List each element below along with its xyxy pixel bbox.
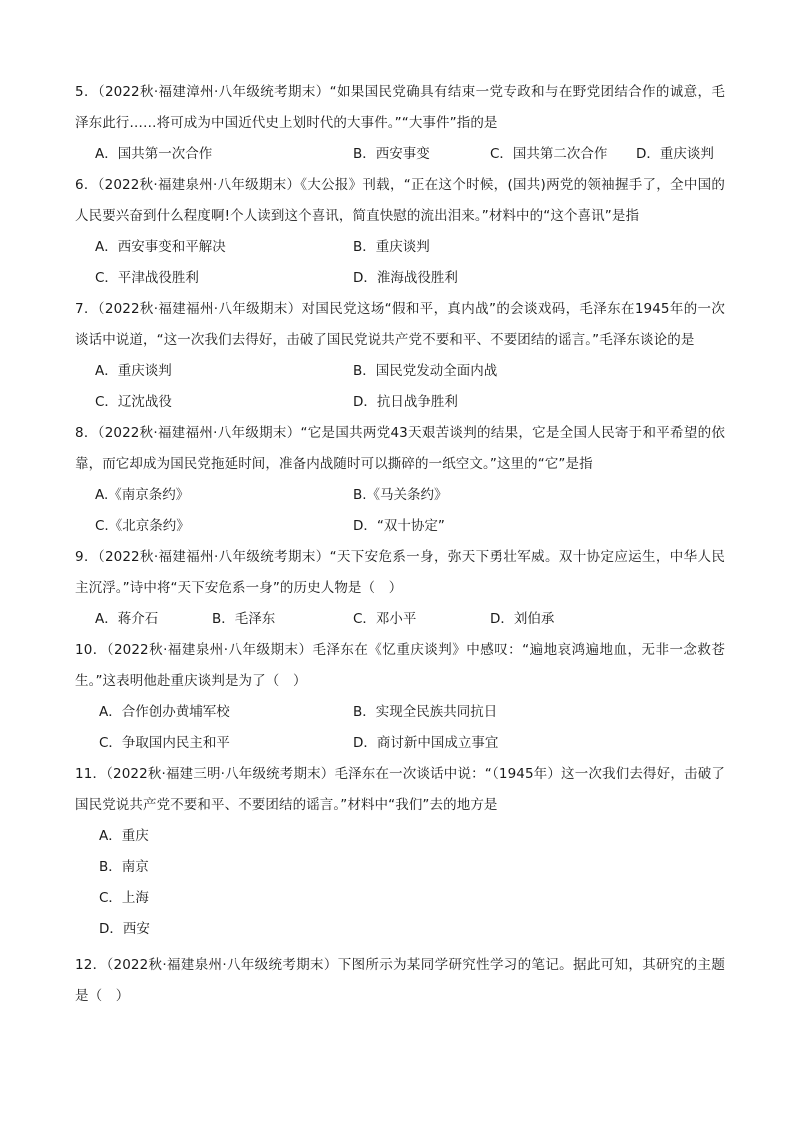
question-10 (75, 635, 725, 759)
options-row (75, 697, 725, 728)
question-stem: 9．（2022秋·福建福州·八年级统考期末）“天下安危系一身，弥天下勇壮军威。双十协定应运生，中华人民主沉浮。”诗中将“天下安危系一身”的历史人物是（ ） (75, 549, 725, 596)
option-d: D．“双十协定” (353, 518, 445, 534)
options-row (75, 883, 725, 914)
option-a: A．重庆 (99, 828, 149, 844)
option-c: C．国共第二次合作 (490, 146, 608, 162)
options-row (75, 852, 725, 883)
option-b: B．实现全民族共同抗日 (353, 704, 498, 720)
option-d: D．商讨新中国成立事宜 (353, 735, 499, 751)
option-c: C．邓小平 (353, 611, 417, 627)
option-c: C．平津战役胜利 (95, 270, 199, 286)
option-b: B．南京 (99, 859, 149, 875)
options-row (75, 728, 725, 759)
option-c: C．辽沈战役 (95, 394, 172, 410)
question-stem: 6．（2022秋·福建泉州·八年级期末）《大公报》刊载，“正在这个时候，(国共)两党的领袖握手了，全中国的人民要兴奋到什么程度啊!个人读到这个喜讯，简直快慰的流出泪来。”材料中的“这个喜讯”是指 (75, 177, 725, 224)
option-c: C．上海 (99, 890, 149, 906)
option-d: D．淮海战役胜利 (353, 270, 458, 286)
option-c: C．争取国内民主和平 (99, 735, 230, 751)
option-d: D．刘伯承 (490, 611, 555, 627)
option-d: D．抗日战争胜利 (353, 394, 458, 410)
question-6 (75, 170, 725, 294)
option-a: A．重庆谈判 (95, 363, 172, 379)
question-9 (75, 542, 725, 635)
question-7 (75, 294, 725, 418)
option-d: D．西安 (99, 921, 150, 937)
question-12 (75, 950, 725, 1012)
question-stem: 7．（2022秋·福建福州·八年级期末）对国民党这场“假和平，真内战”的会谈戏码，毛泽东在1945年的一次谈话中说道，“这一次我们去得好，击破了国民党说共产党不要和平、不要团结的谣言。”毛泽东谈论的是 (75, 301, 725, 348)
question-5 (75, 77, 725, 170)
options-row (75, 139, 725, 170)
question-8 (75, 418, 725, 542)
option-a: A.《南京条约》 (95, 487, 190, 503)
options-row (75, 263, 725, 294)
options-row (75, 914, 725, 945)
option-a: A．国共第一次合作 (95, 146, 213, 162)
options-row (75, 480, 725, 511)
option-b: B．西安事变 (353, 146, 430, 162)
option-a: A．蒋介石 (95, 611, 159, 627)
option-b: B．国民党发动全面内战 (353, 363, 498, 379)
option-c: C.《北京条约》 (95, 518, 190, 534)
question-stem: 10．（2022秋·福建泉州·八年级期末）毛泽东在《忆重庆谈判》中感叹：“遍地哀鸿遍地血，无非一念救苍生。”这表明他赴重庆谈判是为了（ ） (75, 642, 725, 689)
options-row (75, 232, 725, 263)
option-d: D．重庆谈判 (636, 146, 714, 162)
option-a: A．西安事变和平解决 (95, 239, 226, 255)
options-row (75, 821, 725, 852)
option-b: B.《马关条约》 (353, 487, 448, 503)
options-row (75, 511, 725, 542)
question-11 (75, 759, 725, 945)
options-row (75, 356, 725, 387)
question-stem: 12．（2022秋·福建泉州·八年级统考期末）下图所示为某同学研究性学习的笔记。据此可知，其研究的主题是（ ） (75, 957, 725, 1004)
question-stem: 11．（2022秋·福建三明·八年级统考期末）毛泽东在一次谈话中说：“（1945年）这一次我们去得好，击破了国民党说共产党不要和平、不要团结的谣言。”材料中“我们”去的地方是 (75, 766, 725, 813)
options-row (75, 604, 725, 635)
question-stem: 5．（2022秋·福建漳州·八年级统考期末）“如果国民党确具有结束一党专政和与在野党团结合作的诚意，毛泽东此行……将可成为中国近代史上划时代的大事件。”“大事件”指的是 (75, 84, 725, 131)
option-b: B．毛泽东 (212, 611, 276, 627)
options-row (75, 387, 725, 418)
option-a: A．合作创办黄埔军校 (99, 704, 230, 720)
question-stem: 8．（2022秋·福建福州·八年级期末）“它是国共两党43天艰苦谈判的结果，它是全国人民寄于和平希望的依靠，而它却成为国民党拖延时间，准备内战随时可以撕碎的一纸空文。”这里的“它”是指 (75, 425, 725, 472)
option-b: B．重庆谈判 (353, 239, 430, 255)
